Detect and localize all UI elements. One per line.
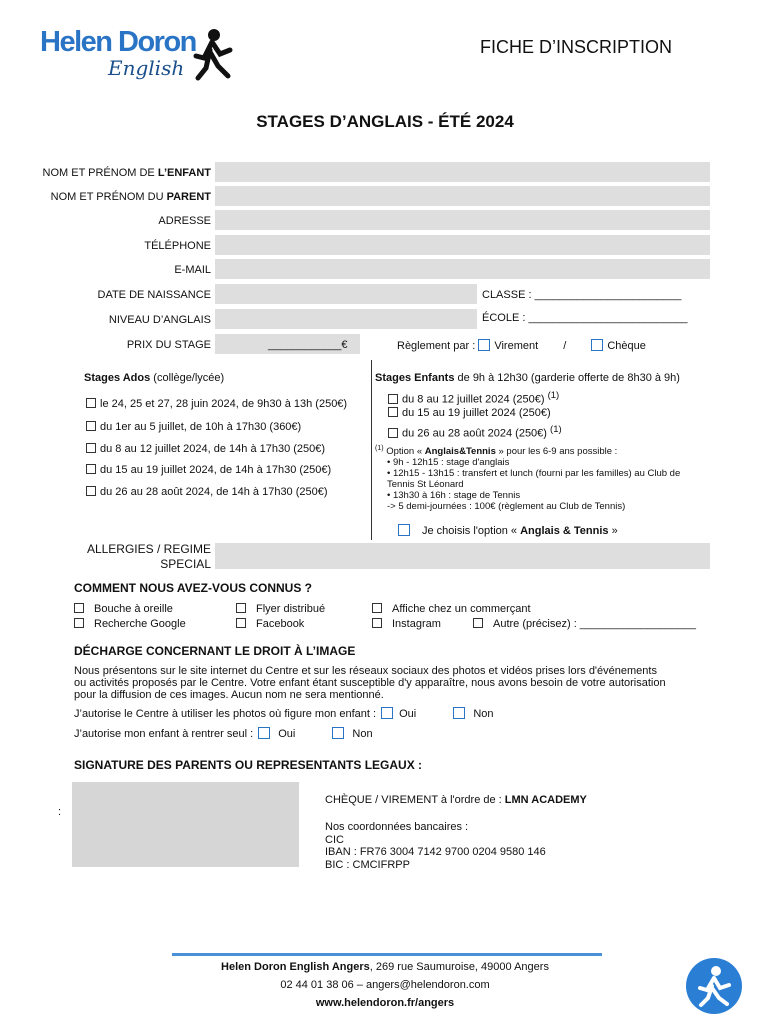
checkbox[interactable]: [86, 486, 96, 496]
footer-address: Helen Doron English Angers, 269 rue Saumuroise, 49000 Angers: [221, 961, 549, 973]
checkbox[interactable]: [86, 443, 96, 453]
parent-name-field[interactable]: [215, 186, 710, 206]
payment-label: Règlement par :: [397, 340, 476, 352]
birthdate-label: DATE DE NAISSANCE: [97, 289, 211, 301]
document-type: FICHE D’INSCRIPTION: [480, 37, 673, 57]
checkbox[interactable]: [388, 407, 398, 417]
address-label: ADRESSE: [158, 215, 211, 227]
ados-option[interactable]: le 24, 25 et 27, 28 juin 2024, de 9h30 à 13h (250€): [86, 398, 347, 410]
image-rights-text: Nous présentons sur le site internet du Centre et sur les réseaux sociaux des photos et vidéos prises lors d'événements ou activités proposés par le Centre. Votre enfant étant susceptible d'y apparaître, nous avons besoin de votre autorisation pour la diffusion de ces images. Aucun nom ne sera mentionné.: [74, 665, 666, 701]
email-label: E-MAIL: [174, 264, 211, 276]
image-rights-title: DÉCHARGE CONCERNANT LE DROIT À L’IMAGE: [74, 644, 356, 658]
tennis-line: • 13h30 à 16h : stage de Tennis: [387, 490, 521, 502]
english-level-field[interactable]: [215, 309, 477, 329]
source-option[interactable]: Affiche chez un commerçant: [372, 603, 531, 615]
checkbox[interactable]: [473, 618, 483, 628]
source-option[interactable]: Flyer distribué: [236, 603, 325, 615]
class-label[interactable]: CLASSE : ________________________: [482, 289, 682, 301]
enfants-option[interactable]: du 8 au 12 juillet 2024 (250€) $^{(1)}$: [388, 390, 559, 406]
tennis-line: • 12h15 - 13h15 : transfert et lunch (fourni par les familles) au Club de: [387, 468, 681, 480]
running-figure-icon: [190, 28, 236, 82]
checkbox[interactable]: [388, 394, 398, 404]
logo: [38, 26, 238, 86]
transfer-checkbox[interactable]: [478, 339, 490, 351]
source-option[interactable]: Recherche Google: [74, 618, 186, 630]
section-divider: [371, 360, 372, 540]
brand-badge-icon: [686, 958, 742, 1014]
checkbox[interactable]: [236, 603, 246, 613]
logo-subtext: English: [108, 56, 185, 80]
enfants-section-title: Stages Enfants de 9h à 12h30 (garderie offerte de 8h30 à 9h): [375, 372, 680, 384]
source-option[interactable]: Autre (précisez) : ___________________: [473, 618, 696, 630]
child-name-field[interactable]: [215, 162, 710, 182]
photo-authorization: J’autorise le Centre à utiliser les photos où figure mon enfant : Oui Non: [74, 708, 494, 720]
school-label[interactable]: ÉCOLE : __________________________: [482, 312, 688, 324]
ados-option[interactable]: du 15 au 19 juillet 2024, de 14h à 17h30 (250€): [86, 464, 331, 476]
enfants-option[interactable]: du 26 au 28 août 2024 (250€) $^{(1)}$: [388, 424, 562, 440]
phone-label: TÉLÉPHONE: [144, 240, 211, 252]
footer-rule: [172, 953, 602, 956]
signature-title: SIGNATURE DES PARENTS OU REPRESENTANTS LEGAUX :: [74, 758, 423, 772]
signature-box[interactable]: [72, 782, 299, 867]
address-field[interactable]: [215, 210, 710, 230]
checkbox[interactable]: [372, 618, 382, 628]
cheque-checkbox[interactable]: [591, 339, 603, 351]
ados-option[interactable]: du 26 au 28 août 2024, de 14h à 17h30 (250€): [86, 486, 328, 498]
checkbox[interactable]: [388, 428, 398, 438]
price-label: PRIX DU STAGE: [126, 339, 211, 351]
allergies-label: ALLERGIES / REGIME SPECIAL: [86, 542, 211, 571]
payment-order: CHÈQUE / VIREMENT à l'ordre de : LMN ACADEMY: [325, 794, 587, 806]
checkbox[interactable]: [86, 464, 96, 474]
tennis-intro: $^{(1)}$ Option « Anglais&Tennis » pour les 6-9 ans possible :: [375, 445, 618, 458]
source-option[interactable]: Instagram: [372, 618, 441, 630]
source-option[interactable]: Bouche à oreille: [74, 603, 173, 615]
source-option[interactable]: Facebook: [236, 618, 304, 630]
signature-colon: :: [58, 806, 62, 818]
bank-details: Nos coordonnées bancaires : CIC IBAN : FR76 3004 7142 9700 0204 9580 146 BIC : CMCIFRPP: [325, 821, 546, 871]
source-title: COMMENT NOUS AVEZ-VOUS CONNUS ?: [74, 581, 313, 595]
leave-alone-authorization: J’autorise mon enfant à rentrer seul : Oui Non: [74, 728, 373, 740]
footer-website[interactable]: www.helendoron.fr/angers: [315, 997, 455, 1009]
checkbox[interactable]: [74, 603, 84, 613]
checkbox[interactable]: [86, 421, 96, 431]
cheque-label: Chèque: [607, 340, 646, 352]
tennis-line: Tennis St Léonard: [387, 479, 464, 491]
running-figure-icon: [686, 958, 742, 1014]
payment-separator: /: [563, 340, 567, 352]
footer-contact[interactable]: 02 44 01 38 06 – angers@helendoron.com: [280, 979, 490, 991]
leave-yes-checkbox[interactable]: [258, 727, 270, 739]
photo-no-checkbox[interactable]: [453, 707, 465, 719]
transfer-label: Virement: [494, 340, 539, 352]
birthdate-field[interactable]: [215, 284, 477, 304]
price-value: ____________€: [268, 339, 348, 351]
enfants-option[interactable]: du 15 au 19 juillet 2024 (250€): [388, 407, 551, 419]
tennis-line: • 9h - 12h15 : stage d'anglais: [387, 457, 510, 469]
logo-text: Helen Doron: [40, 26, 196, 58]
checkbox[interactable]: [74, 618, 84, 628]
ados-option[interactable]: du 8 au 12 juillet 2024, de 14h à 17h30 (250€): [86, 443, 325, 455]
child-name-label: NOM ET PRÉNOM DE L’ENFANT: [42, 167, 211, 179]
photo-yes-checkbox[interactable]: [381, 707, 393, 719]
phone-field[interactable]: [215, 235, 710, 255]
tennis-choice[interactable]: Je choisis l'option « Anglais & Tennis »: [398, 524, 618, 537]
checkbox[interactable]: [236, 618, 246, 628]
parent-name-label: NOM ET PRÉNOM DU PARENT: [50, 191, 211, 203]
ados-option[interactable]: du 1er au 5 juillet, de 10h à 17h30 (360€): [86, 421, 301, 433]
checkbox[interactable]: [372, 603, 382, 613]
page-title: STAGES D’ANGLAIS - ÉTÉ 2024: [256, 112, 514, 131]
email-field[interactable]: [215, 259, 710, 279]
leave-no-checkbox[interactable]: [332, 727, 344, 739]
tennis-option-info: [375, 443, 710, 512]
ados-section-title: Stages Ados (collège/lycée): [84, 372, 225, 384]
english-level-label: NIVEAU D’ANGLAIS: [108, 314, 211, 326]
tennis-checkbox[interactable]: [398, 524, 410, 536]
payment-method: [397, 339, 646, 352]
checkbox[interactable]: [86, 398, 96, 408]
tennis-line: -> 5 demi-journées : 100€ (règlement au Club de Tennis): [387, 501, 626, 513]
allergies-field[interactable]: [215, 543, 710, 569]
